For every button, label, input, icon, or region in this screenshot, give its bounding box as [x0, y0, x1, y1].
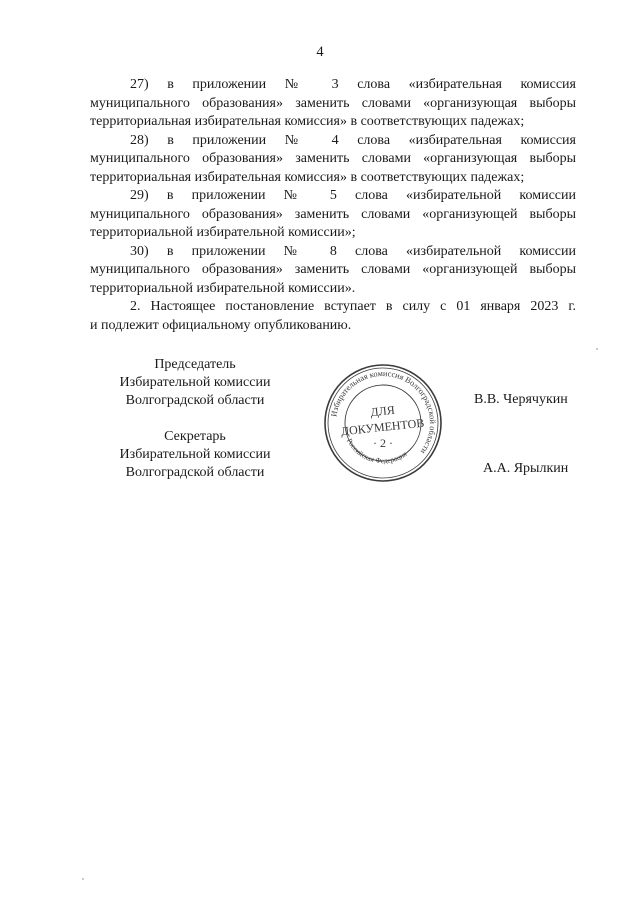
stamp-seal	[322, 362, 444, 484]
closing-rest: и подлежит официальному опубликованию.	[90, 317, 352, 333]
item-28-rest: муниципального образования» заменить словами «организующая выборы территориальная избирательная комиссия» в соответствующих падежах;	[90, 151, 576, 185]
document-body	[90, 76, 576, 335]
stamp-center-number: · 2 ·	[373, 436, 393, 450]
closing-first-line: 2. Настоящее постановление вступает в силу с 01 января 2023 г.	[130, 299, 576, 314]
page-number: 4	[316, 44, 324, 60]
chairman-name: В.В. Черячукин	[474, 392, 568, 407]
chairman-org-line: Избирательной комиссии	[119, 375, 271, 390]
secretary-org-line: Избирательной комиссии	[119, 447, 271, 462]
stamp-ring-text: Избирательная комиссия Волгоградской области	[329, 368, 438, 456]
secretary-position	[110, 428, 280, 482]
stamp-center-line1: ДЛЯ	[369, 402, 396, 420]
item-30-rest: муниципального образования» заменить словами «организующей выборы территориальной избирательной комиссии».	[90, 262, 576, 296]
chairman-region-line: Волгоградской области	[125, 393, 265, 408]
stamp-ring-bottom-text: Российская Федерация	[344, 436, 409, 466]
item-27-rest: муниципального образования» заменить словами «организующая выборы территориальная избирательная комиссия» в соответствующих падежах;	[90, 95, 576, 129]
item-27-first-line: 27) в приложении № 3 слова «избирательная комиссия	[130, 77, 576, 92]
secretary-region-line: Волгоградской области	[125, 465, 265, 480]
item-28-first-line: 28) в приложении № 4 слова «избирательная комиссия	[130, 132, 576, 148]
official-stamp	[322, 362, 444, 484]
chairman-title: Председатель	[154, 357, 236, 372]
secretary-title: Секретарь	[164, 429, 226, 444]
secretary-name: А.А. Ярылкин	[483, 461, 569, 476]
item-29-rest: муниципального образования» заменить словами «организующей выборы территориальной избирательной комиссии»;	[90, 206, 576, 240]
chairman-position	[110, 356, 280, 410]
scan-artifact	[596, 348, 598, 350]
scan-artifact	[82, 878, 84, 880]
item-29-first-line: 29) в приложении № 5 слова «избирательной комиссии	[130, 188, 576, 203]
stamp-center-line2: ДОКУМЕНТОВ	[340, 415, 425, 439]
item-30-first-line: 30) в приложении № 8 слова «избирательной комиссии	[130, 243, 576, 259]
